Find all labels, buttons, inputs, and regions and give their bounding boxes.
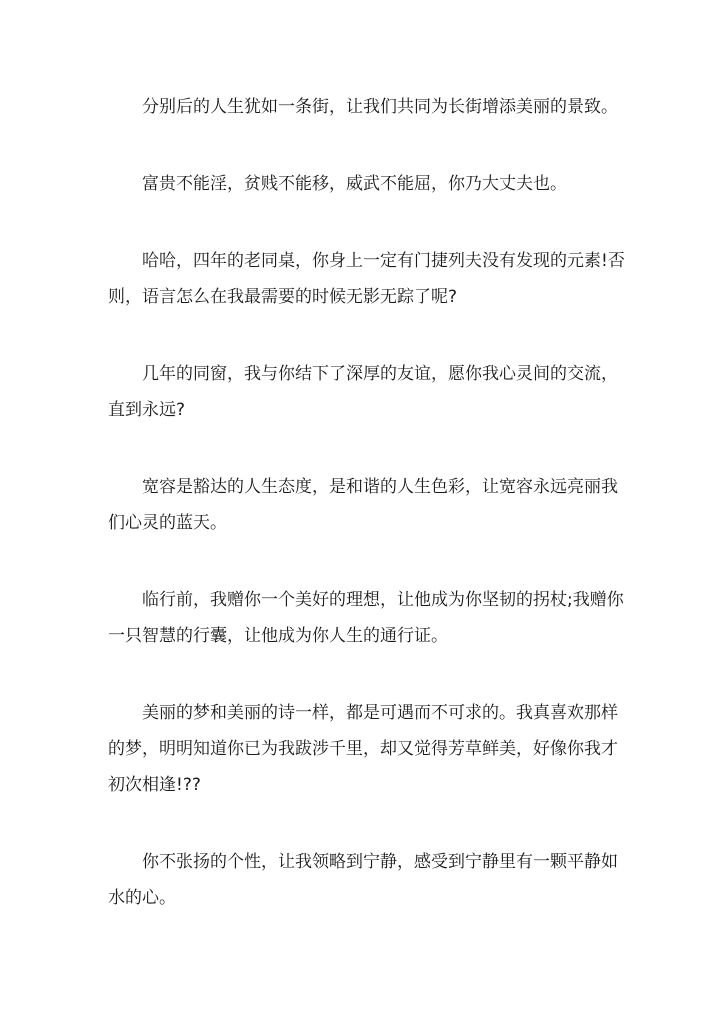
paragraph: 哈哈，四年的老同桌，你身上一定有门捷列夫没有发现的元素!否则，语言怎么在我最需要的时候无影无踪了呢? (108, 251, 625, 307)
paragraph: 宽容是豁达的人生态度，是和谐的人生色彩，让宽容永远亮丽我们心灵的蓝天。 (108, 477, 618, 533)
paragraph: 临行前，我赠你一个美好的理想，让他成为你坚韧的拐杖;我赠你一只智慧的行囊，让他成为你人生的通行证。 (108, 590, 624, 646)
paragraph: 几年的同窗，我与你结下了深厚的友谊，愿你我心灵间的交流，直到永远? (108, 364, 618, 420)
paragraph: 分别后的人生犹如一条街，让我们共同为长街增添美丽的景致。 (142, 97, 618, 117)
paragraph: 美丽的梦和美丽的诗一样，都是可遇而不可求的。我真喜欢那样的梦，明明知道你已为我跋涉千里，却又觉得芳草鲜美，好像你我才初次相逢!?? (108, 703, 618, 795)
paragraph: 富贵不能淫，贫贱不能移，威武不能屈，你乃大丈夫也。 (142, 174, 567, 194)
paragraph: 你不张扬的个性，让我领略到宁静，感受到宁静里有一颗平静如水的心。 (108, 852, 618, 908)
